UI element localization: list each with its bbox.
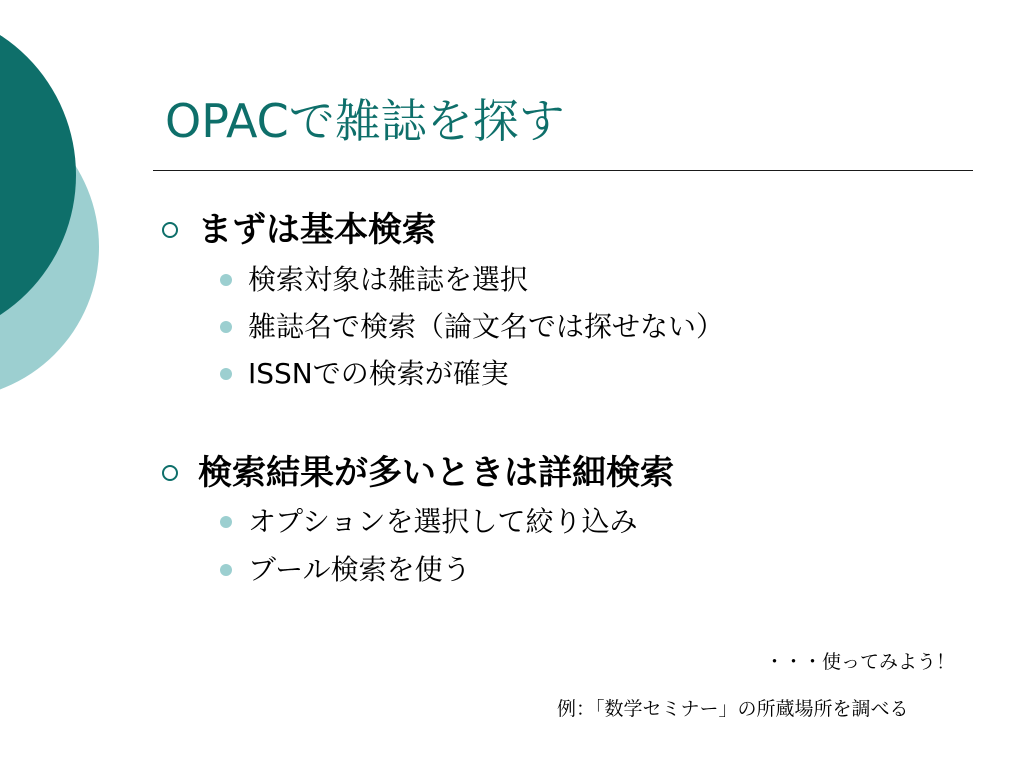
- dot-bullet-icon: [220, 321, 232, 333]
- bullet-item-text: 雑誌名で検索（論文名では探せない）: [248, 310, 725, 343]
- dot-bullet-icon: [220, 274, 232, 286]
- bullet-item-text: 検索対象は雑誌を選択: [248, 263, 529, 296]
- bullet-item: [220, 357, 509, 390]
- section-heading-text: 検索結果が多いときは詳細検索: [198, 453, 674, 493]
- example-note: 例：「数学セミナー」の所蔵場所を調べる: [557, 698, 909, 720]
- call-to-action-note: ・・・使ってみよう！: [765, 651, 956, 673]
- section-heading-basic-search: [162, 210, 436, 250]
- bullet-item-text: ISSNでの検索が確実: [248, 357, 509, 390]
- section-heading-advanced-search: [162, 453, 674, 493]
- slide-title: OPACで雑誌を探す: [165, 94, 565, 148]
- dot-bullet-icon: [220, 516, 232, 528]
- bullet-item: [220, 263, 529, 296]
- section-heading-text: まずは基本検索: [198, 210, 436, 250]
- title-divider: [153, 170, 973, 171]
- hollow-circle-bullet-icon: [162, 222, 178, 238]
- dot-bullet-icon: [220, 564, 232, 576]
- hollow-circle-bullet-icon: [162, 465, 178, 481]
- bullet-item: [220, 553, 471, 586]
- dot-bullet-icon: [220, 368, 232, 380]
- bullet-item: [220, 310, 725, 343]
- bullet-item-text: ブール検索を使う: [248, 553, 471, 586]
- bullet-item: [220, 505, 638, 538]
- bullet-item-text: オプションを選択して絞り込み: [248, 505, 638, 538]
